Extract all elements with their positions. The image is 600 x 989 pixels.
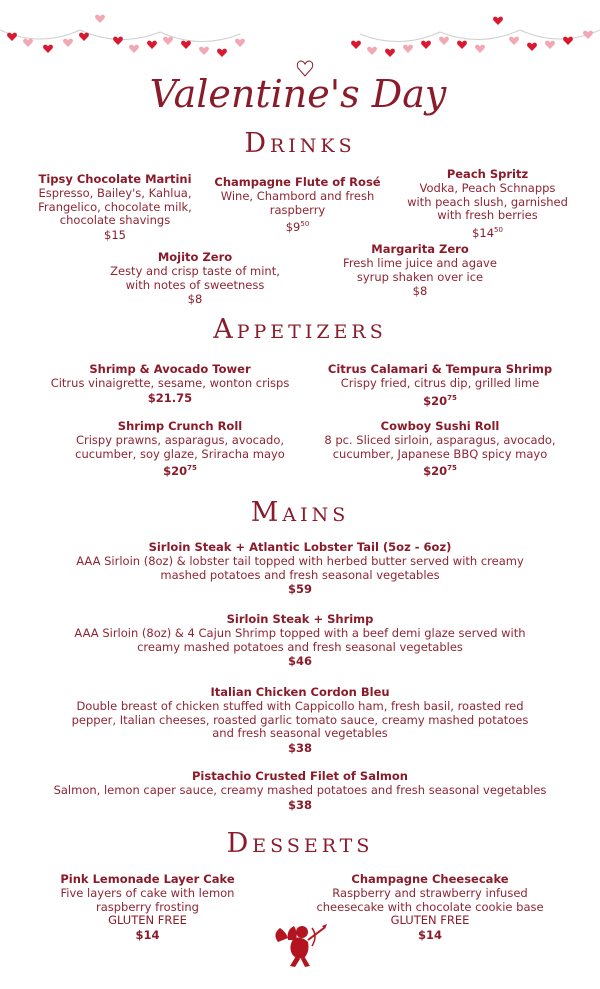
mains-heading: Mains — [250, 497, 350, 528]
heart-icon — [351, 41, 361, 49]
menu-item: Peach Spritz Vodka, Peach Schnapps with peach slush, garnished with fresh berries $\$14^{50}$ — [407, 167, 568, 240]
heart-icon — [583, 31, 593, 39]
menu-item: Mojito Zero Zesty and crisp taste of mint, with notes of sweetness $8 — [110, 250, 280, 306]
menu-item: Margarita Zero Fresh lime juice and agave syrup shaken over ice $8 — [343, 242, 497, 298]
heart-icon — [163, 37, 173, 45]
menu-item: Sirloin Steak + Shrimp AAA Sirloin (8oz) & 4 Cajun Shrimp topped with a beef demi glaze served with creamy mashed potatoes and fresh seasonal vegetables $46 — [74, 612, 526, 668]
heart-icon — [113, 37, 123, 45]
heart-icon — [421, 41, 431, 49]
appetizers-heading: Appetizers — [213, 314, 387, 345]
menu-item: Sirloin Steak + Atlantic Lobster Tail (5oz - 6oz) AAA Sirloin (8oz) & lobster tail topped with herbed butter served with creamy mashed potatoes and fresh seasonal vegetables $59 — [76, 540, 524, 596]
menu-item: Shrimp Crunch Roll Crispy prawns, asparagus, avocado, cucumber, soy glaze, Sriracha mayo $\$20^{75}$ — [75, 419, 285, 478]
svg-text:Valentine's Day: Valentine's Day — [149, 72, 447, 116]
valentines-day-title — [0, 52, 600, 122]
heart-icon — [527, 43, 537, 51]
heart-icon — [457, 41, 467, 49]
heart-icon — [563, 37, 573, 45]
heart-icon — [545, 41, 555, 49]
menu-item: Pink Lemonade Layer Cake Five layers of cake with lemon raspberry frosting GLUTEN FREE $14 — [60, 872, 235, 942]
menu-item: Cowboy Sushi Roll 8 pc. Sliced sirloin, asparagus, avocado, cucumber, Japanese BBQ spicy mayo $\$20^{75}$ — [324, 419, 556, 478]
menu-item: Tipsy Chocolate Martini Espresso, Bailey's, Kahlua, Frangelico, chocolate milk, chocolate shavings $15 — [38, 172, 192, 242]
menu-item: Shrimp & Avocado Tower Citrus vinaigrette, sesame, wonton crisps $21.75 — [50, 362, 290, 405]
heart-icon — [7, 33, 17, 41]
drinks-heading: Drinks — [244, 128, 356, 159]
menu-item: Champagne Flute of Rosé Wine, Chambord and fresh raspberry $\$9^{50}$ — [214, 175, 381, 234]
heart-icon — [439, 37, 449, 45]
heart-icon — [493, 17, 503, 25]
menu-item: Italian Chicken Cordon Bleu Double breast of chicken stuffed with Cappicollo ham, fresh basil, roasted red pepper, Italian cheeses, roasted garlic tomato sauce, creamy mashed potatoes and fresh seasonal vegetables $38 — [71, 685, 529, 755]
desserts-heading: Desserts — [226, 828, 374, 859]
cupid-icon — [272, 918, 330, 972]
menu-item: Champagne Cheesecake Raspberry and strawberry infused cheesecake with chocolate cookie base GLUTEN FREE $14 — [316, 872, 544, 942]
heart-icon — [63, 39, 73, 47]
heart-icon — [95, 15, 105, 23]
menu-item: Citrus Calamari & Tempura Shrimp Crispy fried, citrus dip, grilled lime $\$20^{75}$ — [327, 362, 553, 408]
heart-icon — [79, 33, 89, 41]
heart-icon — [235, 39, 245, 47]
heart-icon — [23, 39, 33, 47]
heart-icon — [147, 41, 157, 49]
menu-item: Pistachio Crusted Filet of Salmon Salmon, lemon caper sauce, creamy mashed potatoes and fresh seasonal vegetables $38 — [53, 769, 547, 812]
heart-icon — [509, 37, 519, 45]
heart-icon — [181, 41, 191, 49]
